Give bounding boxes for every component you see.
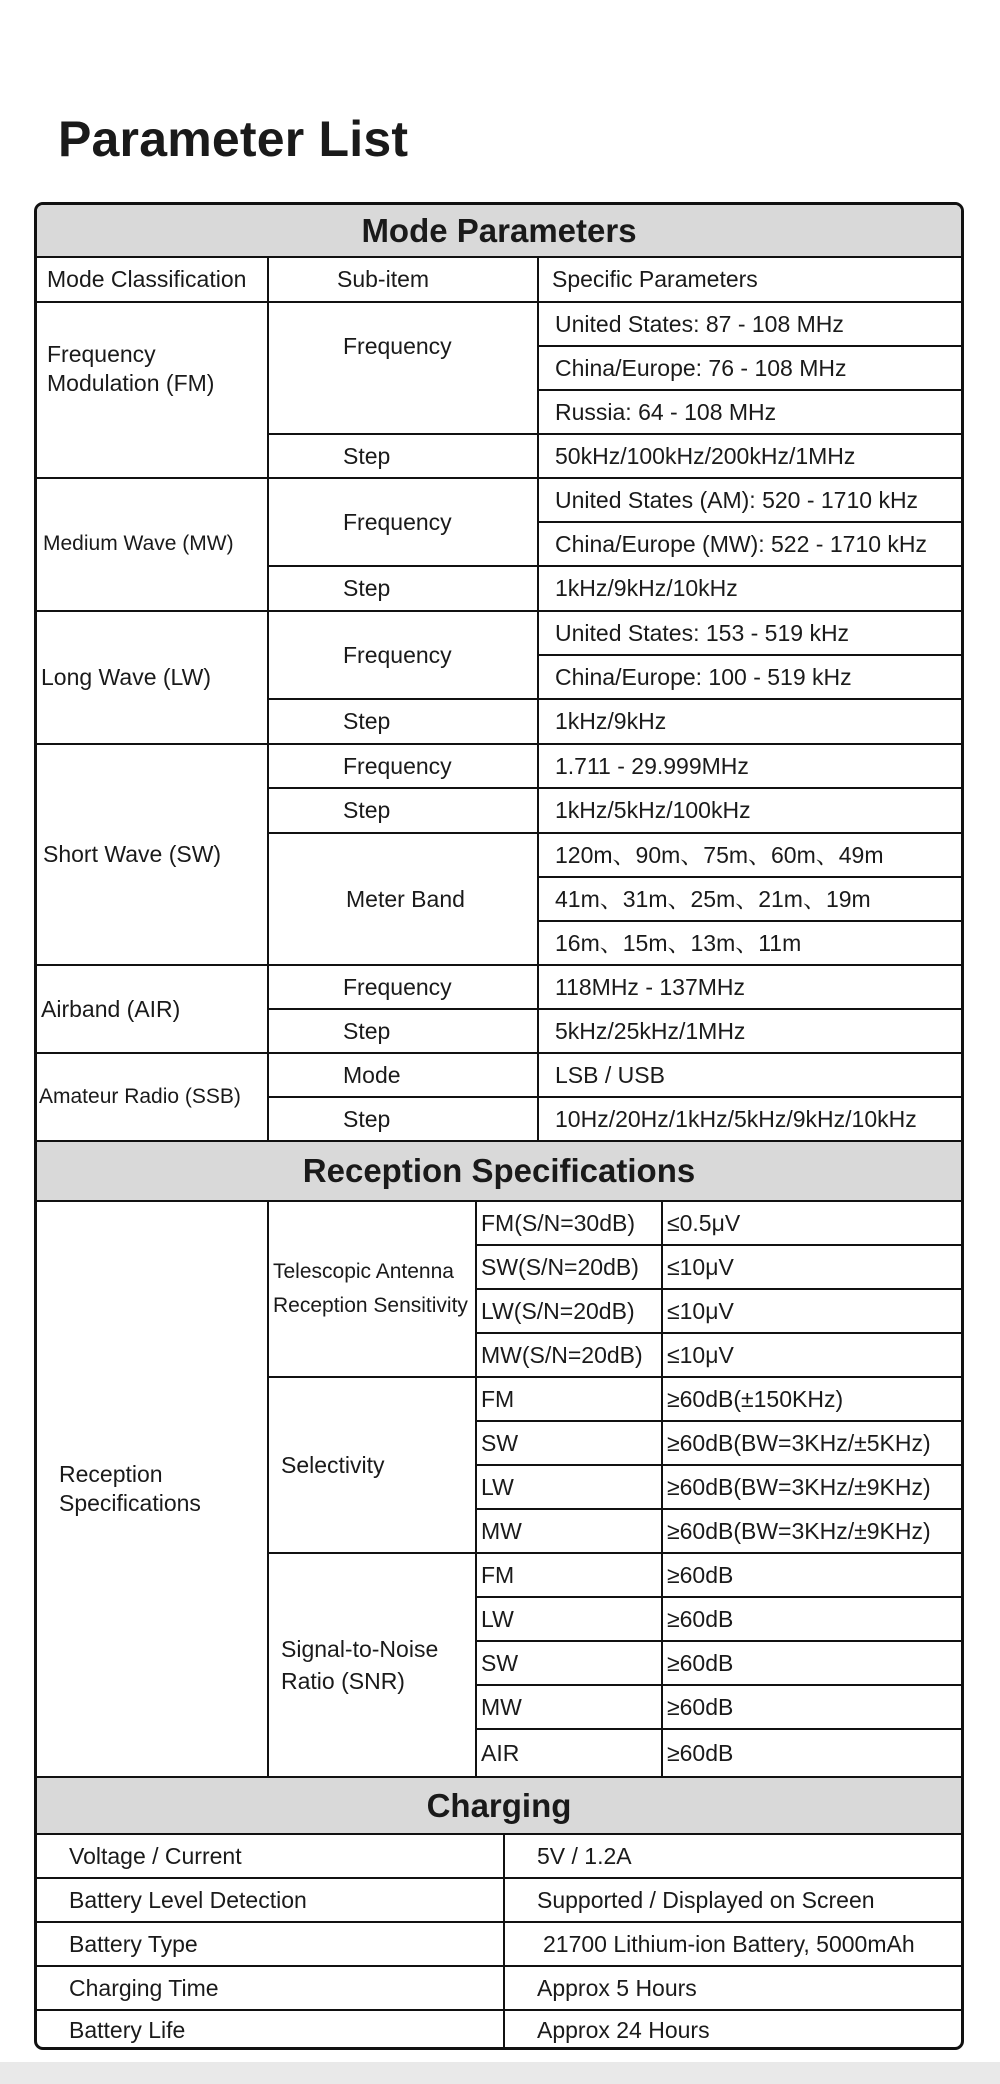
divider — [475, 1596, 961, 1598]
selectivity-label: Selectivity — [281, 1451, 385, 1478]
ssb-step-label: Step — [343, 1105, 391, 1132]
divider — [475, 1464, 961, 1466]
divider — [37, 301, 961, 303]
divider — [37, 256, 961, 258]
sw-meter-band-row-2: 41m、31m、25m、21m、19m — [555, 885, 871, 912]
divider — [37, 1200, 961, 1202]
sw-frequency-value: 1.711 - 29.999MHz — [555, 752, 749, 779]
charging-value: 5V / 1.2A — [537, 1842, 632, 1869]
divider — [267, 698, 961, 700]
selectivity-value: ≥60dB(BW=3KHz/±9KHz) — [667, 1517, 931, 1544]
sw-meter-band-row-1: 120m、90m、75m、60m、49m — [555, 841, 884, 868]
mode-air-name: Airband (AIR) — [41, 995, 181, 1022]
mode-ssb-name: Amateur Radio (SSB) — [39, 1084, 241, 1108]
divider — [267, 257, 269, 1141]
snr-label: Signal-to-Noise Ratio (SNR) — [281, 1635, 439, 1694]
divider — [267, 565, 961, 567]
mw-freq-cn-eu: China/Europe (MW): 522 - 1710 kHz — [555, 530, 927, 557]
divider — [267, 1201, 269, 1777]
charging-value: Approx 24 Hours — [537, 2016, 710, 2043]
mode-lw-name: Long Wave (LW) — [41, 664, 211, 691]
divider — [37, 1877, 961, 1879]
lw-step-value: 1kHz/9kHz — [555, 708, 667, 735]
divider — [475, 1201, 477, 1777]
mw-step-value: 1kHz/9kHz/10kHz — [555, 575, 738, 602]
snr-key: MW — [481, 1693, 522, 1720]
snr-value: ≥60dB — [667, 1649, 734, 1676]
lw-step-label: Step — [343, 708, 391, 735]
sw-meter-band-row-3: 16m、15m、13m、11m — [555, 929, 802, 956]
fm-frequency-label: Frequency — [343, 332, 452, 359]
divider — [267, 832, 961, 834]
divider — [475, 1684, 961, 1686]
mode-mw-name: Medium Wave (MW) — [43, 532, 234, 556]
selectivity-key: LW — [481, 1473, 514, 1500]
charging-key: Voltage / Current — [69, 1842, 242, 1869]
divider — [37, 743, 961, 745]
divider — [537, 654, 961, 656]
selectivity-value: ≥60dB(BW=3KHz/±5KHz) — [667, 1429, 931, 1456]
ssb-mode-label: Mode — [343, 1061, 401, 1088]
sensitivity-value: ≤10μV — [667, 1253, 734, 1280]
air-frequency-label: Frequency — [343, 973, 452, 1000]
divider — [475, 1244, 961, 1246]
selectivity-key: FM — [481, 1385, 515, 1412]
mw-step-label: Step — [343, 575, 391, 602]
mw-freq-us: United States (AM): 520 - 1710 kHz — [555, 486, 919, 513]
charging-value: Approx 5 Hours — [537, 1974, 697, 2001]
charging-header: Charging — [37, 1777, 961, 1834]
fm-step-value: 50kHz/100kHz/200kHz/1MHz — [555, 442, 856, 469]
divider — [267, 433, 961, 435]
snr-value: ≥60dB — [667, 1561, 734, 1588]
divider — [267, 1376, 961, 1378]
snr-key: LW — [481, 1605, 514, 1632]
divider — [475, 1508, 961, 1510]
divider — [503, 1834, 505, 2050]
divider — [537, 521, 961, 523]
divider — [537, 920, 961, 922]
snr-key: FM — [481, 1561, 515, 1588]
divider — [475, 1640, 961, 1642]
snr-key: AIR — [481, 1739, 520, 1766]
charging-value: Supported / Displayed on Screen — [537, 1886, 875, 1913]
sensitivity-value: ≤10μV — [667, 1341, 734, 1368]
divider — [37, 1052, 961, 1054]
divider — [537, 389, 961, 391]
selectivity-key: MW — [481, 1517, 522, 1544]
mode-sw-name: Short Wave (SW) — [43, 841, 222, 868]
charging-key: Battery Level Detection — [69, 1886, 307, 1913]
sensitivity-value: ≤0.5μV — [667, 1209, 741, 1236]
snr-value: ≥60dB — [667, 1693, 734, 1720]
charging-value: 21700 Lithium-ion Battery, 5000mAh — [543, 1930, 915, 1957]
divider — [37, 610, 961, 612]
fm-step-label: Step — [343, 442, 391, 469]
divider — [267, 1096, 961, 1098]
divider — [537, 876, 961, 878]
divider — [37, 964, 961, 966]
col-header-specific-parameters: Specific Parameters — [552, 266, 758, 293]
divider — [37, 1776, 961, 1778]
ssb-mode-value: LSB / USB — [555, 1061, 665, 1088]
col-header-sub-item: Sub-item — [337, 266, 430, 293]
divider — [267, 1008, 961, 1010]
divider — [37, 1965, 961, 1967]
sensitivity-key: LW(S/N=20dB) — [481, 1297, 635, 1324]
divider — [475, 1420, 961, 1422]
charging-key: Battery Life — [69, 2016, 186, 2043]
mode-parameters-header: Mode Parameters — [37, 205, 961, 257]
divider — [537, 345, 961, 347]
divider — [475, 1332, 961, 1334]
divider — [267, 1552, 961, 1554]
charging-key: Charging Time — [69, 1974, 219, 2001]
sensitivity-key: MW(S/N=20dB) — [481, 1341, 643, 1368]
bottom-strip — [0, 2062, 1000, 2084]
ssb-step-value: 10Hz/20Hz/1kHz/5kHz/9kHz/10kHz — [555, 1105, 917, 1132]
sw-step-value: 1kHz/5kHz/100kHz — [555, 797, 751, 824]
sw-step-label: Step — [343, 797, 391, 824]
fm-freq-cn-eu: China/Europe: 76 - 108 MHz — [555, 354, 847, 381]
sw-meter-band-label: Meter Band — [346, 885, 465, 912]
sensitivity-key: FM(S/N=30dB) — [481, 1209, 636, 1236]
divider — [37, 477, 961, 479]
sw-frequency-label: Frequency — [343, 752, 452, 779]
air-step-value: 5kHz/25kHz/1MHz — [555, 1017, 746, 1044]
air-step-label: Step — [343, 1017, 391, 1044]
lw-frequency-label: Frequency — [343, 641, 452, 668]
divider — [475, 1288, 961, 1290]
divider — [37, 2009, 961, 2011]
sensitivity-key: SW(S/N=20dB) — [481, 1253, 639, 1280]
lw-freq-cn-eu: China/Europe: 100 - 519 kHz — [555, 663, 852, 690]
snr-value: ≥60dB — [667, 1739, 734, 1766]
divider — [537, 257, 539, 1141]
reception-left-label: Reception Specifications — [59, 1461, 201, 1516]
divider — [37, 1140, 961, 1142]
snr-value: ≥60dB — [667, 1605, 734, 1632]
divider — [475, 1728, 961, 1730]
sensitivity-label: Telescopic Antenna Reception Sensitivity — [273, 1260, 468, 1317]
reception-specifications-header: Reception Specifications — [37, 1141, 961, 1201]
mode-fm-name: Frequency Modulation (FM) — [47, 340, 215, 396]
selectivity-key: SW — [481, 1429, 519, 1456]
page-title: Parameter List — [58, 111, 409, 167]
divider — [661, 1201, 663, 1777]
charging-key: Battery Type — [69, 1930, 198, 1957]
mw-frequency-label: Frequency — [343, 508, 452, 535]
divider — [37, 1921, 961, 1923]
snr-key: SW — [481, 1649, 519, 1676]
fm-freq-us: United States: 87 - 108 MHz — [555, 310, 844, 337]
air-frequency-value: 118MHz - 137MHz — [555, 973, 746, 1000]
fm-freq-russia: Russia: 64 - 108 MHz — [555, 398, 777, 425]
selectivity-value: ≥60dB(±150KHz) — [667, 1385, 844, 1412]
parameter-table — [34, 202, 964, 2050]
divider — [37, 1833, 961, 1835]
col-header-mode-classification: Mode Classification — [47, 266, 247, 293]
selectivity-value: ≥60dB(BW=3KHz/±9KHz) — [667, 1473, 931, 1500]
sensitivity-value: ≤10μV — [667, 1297, 734, 1324]
lw-freq-us: United States: 153 - 519 kHz — [555, 619, 850, 646]
divider — [267, 787, 961, 789]
